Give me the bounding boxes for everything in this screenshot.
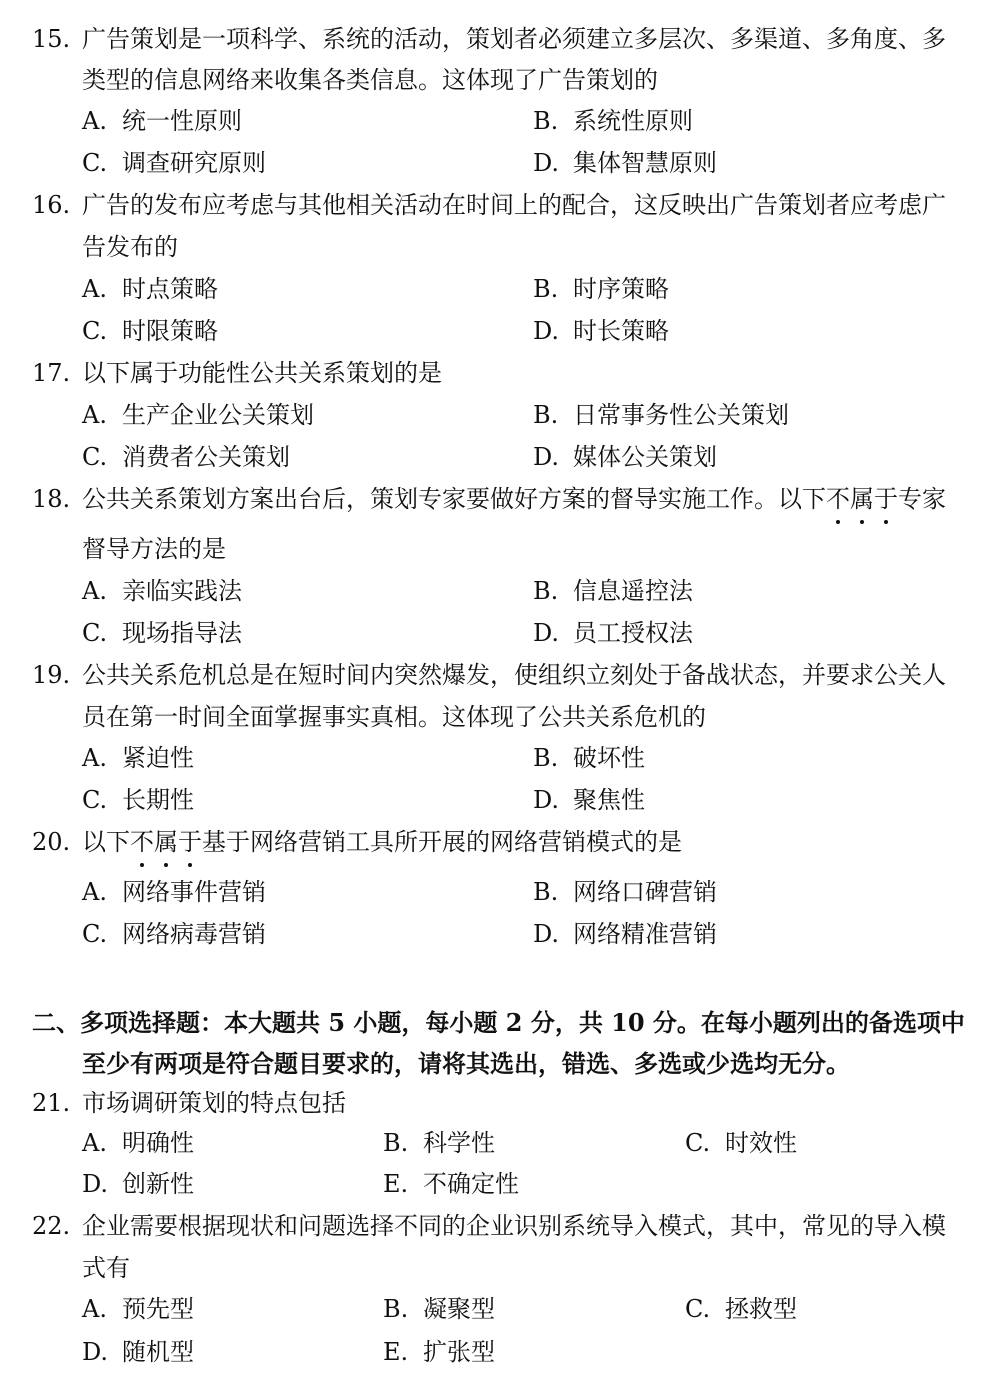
question-number: 15. xyxy=(32,25,71,53)
option-b: B. 网络口碑营销 xyxy=(533,878,717,906)
section-heading-line: 至少有两项是符合题目要求的，请将其选出，错选、多选或少选均无分。 xyxy=(82,1049,850,1078)
question-stem-line: 以下属于功能性公共关系策划的是 xyxy=(82,359,442,387)
question-stem-line: 告发布的 xyxy=(82,233,178,261)
question-stem-line: 类型的信息网络来收集各类信息。这体现了广告策划的 xyxy=(82,66,658,94)
option-a: A. 预先型 xyxy=(82,1295,194,1323)
question-stem-line: 广告的发布应考虑与其他相关活动在时间上的配合，这反映出广告策划者应考虑广 xyxy=(82,191,946,219)
option-b: B. 科学性 xyxy=(383,1129,495,1157)
option-b: B. 凝聚型 xyxy=(383,1295,495,1323)
question-number: 19. xyxy=(32,661,71,689)
option-d: D. 网络精准营销 xyxy=(533,920,717,948)
option-e: E. 不确定性 xyxy=(383,1170,519,1198)
option-c: C. 长期性 xyxy=(82,786,194,814)
option-d: D. 聚焦性 xyxy=(533,786,645,814)
question-number: 22. xyxy=(32,1212,71,1240)
emphasis-dotted: 不属于 xyxy=(130,828,202,856)
option-c: C. 时效性 xyxy=(685,1129,797,1157)
question-stem-line: 公共关系危机总是在短时间内突然爆发，使组织立刻处于备战状态，并要求公关人 xyxy=(82,661,946,689)
option-a: A. 统一性原则 xyxy=(82,107,242,135)
section-heading-line: 二、多项选择题：本大题共 5 小题，每小题 2 分，共 10 分。在每小题列出的备选项中 xyxy=(32,1008,965,1037)
option-e: E. 扩张型 xyxy=(383,1338,495,1366)
option-a: A. 亲临实践法 xyxy=(82,577,242,605)
question-stem-line: 员在第一时间全面掌握事实真相。这体现了公共关系危机的 xyxy=(82,703,706,731)
question-stem-line: 督导方法的是 xyxy=(82,535,226,563)
option-c: C. 消费者公关策划 xyxy=(82,443,290,471)
option-c: C. 拯救型 xyxy=(685,1295,797,1323)
option-a: A. 明确性 xyxy=(82,1129,194,1157)
option-c: C. 网络病毒营销 xyxy=(82,920,266,948)
option-b: B. 信息遥控法 xyxy=(533,577,693,605)
option-d: D. 集体智慧原则 xyxy=(533,149,717,177)
option-a: A. 网络事件营销 xyxy=(82,878,266,906)
option-a: A. 生产企业公关策划 xyxy=(82,401,314,429)
option-a: A. 时点策略 xyxy=(82,275,218,303)
question-number: 20. xyxy=(32,828,71,856)
question-number: 21. xyxy=(32,1089,71,1117)
option-d: D. 随机型 xyxy=(82,1338,194,1366)
option-c: C. 现场指导法 xyxy=(82,619,242,647)
question-number: 16. xyxy=(32,191,71,219)
question-stem-line: 以下不属于基于网络营销工具所开展的网络营销模式的是 xyxy=(82,828,682,856)
option-b: B. 时序策略 xyxy=(533,275,669,303)
option-b: B. 破坏性 xyxy=(533,744,645,772)
option-d: D. 媒体公关策划 xyxy=(533,443,717,471)
emphasis-dotted: 不属于 xyxy=(826,485,898,513)
question-stem-line: 市场调研策划的特点包括 xyxy=(82,1089,346,1117)
option-a: A. 紧迫性 xyxy=(82,744,194,772)
question-stem-line: 式有 xyxy=(82,1254,130,1282)
option-d: D. 创新性 xyxy=(82,1170,194,1198)
question-number: 18. xyxy=(32,485,71,513)
option-c: C. 时限策略 xyxy=(82,317,218,345)
option-b: B. 系统性原则 xyxy=(533,107,693,135)
option-b: B. 日常事务性公关策划 xyxy=(533,401,789,429)
question-stem-line: 广告策划是一项科学、系统的活动，策划者必须建立多层次、多渠道、多角度、多 xyxy=(82,25,946,53)
option-d: D. 时长策略 xyxy=(533,317,669,345)
option-c: C. 调查研究原则 xyxy=(82,149,266,177)
question-number: 17. xyxy=(32,359,71,387)
question-stem-line: 公共关系策划方案出台后，策划专家要做好方案的督导实施工作。以下不属于专家 xyxy=(82,485,946,513)
question-stem-line: 企业需要根据现状和问题选择不同的企业识别系统导入模式，其中，常见的导入模 xyxy=(82,1212,946,1240)
option-d: D. 员工授权法 xyxy=(533,619,693,647)
